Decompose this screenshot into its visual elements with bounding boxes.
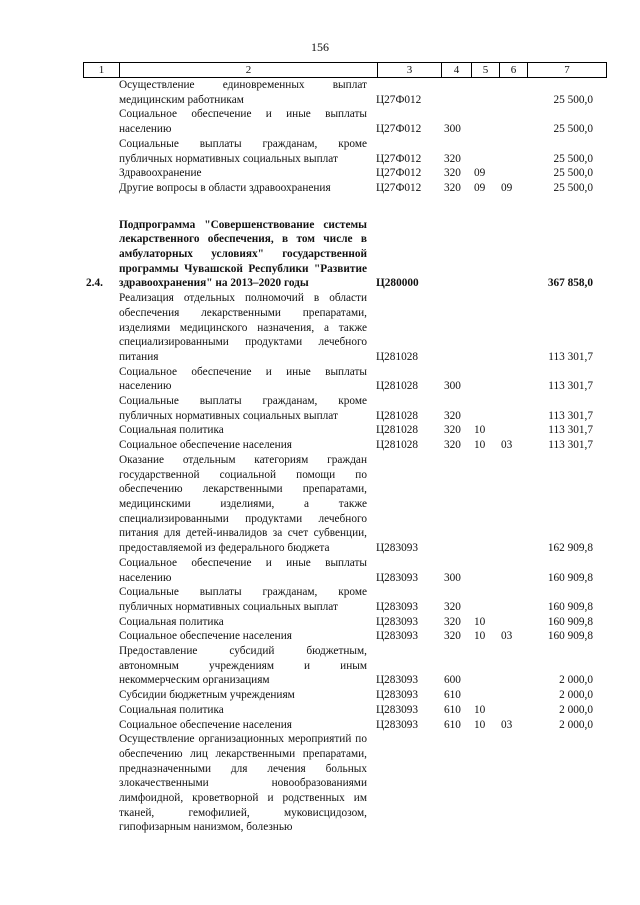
row-expense-type: 320 [444,409,461,422]
row-amount: 2 000,0 [559,689,593,702]
row-target-code: Ц283093 [376,674,419,687]
row-subsection: 03 [501,630,513,643]
table-row [0,78,640,107]
row-expense-type: 300 [444,571,461,584]
row-amount: 160 909,8 [547,600,593,613]
column-header-7: 7 [527,63,607,77]
row-target-code: Ц281028 [376,439,419,452]
table-row [0,166,640,181]
row-expense-type: 320 [444,181,461,194]
row-expense-type: 300 [444,380,461,393]
row-target-code: Ц27Ф012 [376,123,422,136]
table-row [0,615,640,630]
row-amount: 113 301,7 [548,409,593,422]
row-description: Социальные выплаты гражданам, кроме публичных нормативных социальных выплат [119,586,367,613]
row-target-code: Ц27Ф012 [376,152,422,165]
row-subsection: 03 [501,718,513,731]
column-header-6: 6 [499,63,527,77]
row-expense-type: 300 [444,123,461,136]
row-target-code: Ц283093 [376,600,419,613]
row-expense-type: 610 [444,689,461,702]
table-row [0,137,640,166]
row-description: Осуществление единовременных выплат медицинским работникам [119,79,367,106]
row-section: 10 [474,615,486,628]
table-row [0,644,640,688]
row-amount: 2 000,0 [559,703,593,716]
row-section: 09 [474,167,486,180]
row-amount: 113 301,7 [548,350,593,363]
row-target-code: Ц281028 [376,350,419,363]
table-row [0,218,640,292]
row-amount: 2 000,0 [559,674,593,687]
row-description: Социальное обеспечение и иные выплаты населению [119,365,367,393]
row-target-code: Ц283093 [376,718,419,731]
row-expense-type: 600 [444,674,461,687]
row-subsection: 09 [501,181,513,194]
row-target-code: Ц283093 [376,689,419,702]
row-amount: 367 858,0 [547,277,593,290]
row-section: 10 [474,424,486,437]
row-amount: 25 500,0 [553,123,593,136]
table-row [0,688,640,703]
row-description: Субсидии бюджетным учреждениям [119,689,295,702]
row-section: 10 [474,703,486,716]
row-amount: 113 301,7 [548,439,593,452]
table-body [0,78,640,835]
row-target-code: Ц281028 [376,380,419,393]
row-expense-type: 610 [444,718,461,731]
row-number: 2.4. [86,277,103,290]
column-header-5: 5 [471,63,499,77]
row-expense-type: 320 [444,615,461,628]
row-expense-type: 320 [444,439,461,452]
table-row [0,394,640,423]
row-description: Осуществление организационных мероприятий по обеспечению лиц лекарственными препаратами, предназначенными для лечения больных злокачественными новообразованиями лимфоидной, кроветворной и родственных им тканей, гемофилией, муковисцидозом, гипофизарным нанизмом, болезнью [119,733,367,834]
row-expense-type: 320 [444,152,461,165]
row-amount: 162 909,8 [547,542,593,555]
row-description: Предоставление субсидий бюджетным, автономным учреждениям и иным некоммерческим организациям [119,645,367,687]
row-target-code: Ц27Ф012 [376,167,422,180]
row-expense-type: 320 [444,167,461,180]
row-expense-type: 320 [444,424,461,437]
row-description: Реализация отдельных полномочий в области обеспечения лекарственными препаратами, изделиями медицинского назначения, а также специализированными продуктами лечебного питания [119,292,367,363]
row-target-code: Ц283093 [376,703,419,716]
row-amount: 160 909,8 [547,630,593,643]
row-description: Подпрограмма "Совершенствование системы лекарственного обеспечения, в том числе в амбулаторных условиях" государственной программы Чувашской Республики "Развитие здравоохранения" на 2013–2020 годы [119,218,367,290]
row-description: Оказание отдельным категориям граждан государственной социальной помощи по обеспечению лекарственными препаратами, медицинскими изделиями, а также специализированными продуктами лечебного питания для детей-инвалидов за счет субвенции, предоставляемой из федерального бюджета [119,453,367,555]
table-row [0,556,640,585]
row-expense-type: 610 [444,703,461,716]
row-description: Социальные выплаты гражданам, кроме публичных нормативных социальных выплат [119,395,367,422]
row-section: 10 [474,630,486,643]
row-description: Здравоохранение [119,167,202,180]
row-description: Социальное обеспечение и иные выплаты населению [119,556,367,584]
row-target-code: Ц283093 [376,615,419,628]
row-description: Социальное обеспечение и иные выплаты населению [119,108,367,136]
row-expense-type: 320 [444,630,461,643]
row-expense-type: 320 [444,600,461,613]
row-target-code: Ц283093 [376,542,419,555]
table-header [83,62,607,78]
table-row [0,703,640,718]
row-amount: 25 500,0 [553,152,593,165]
row-description: Социальные выплаты гражданам, кроме публичных нормативных социальных выплат [119,137,367,165]
table-row [0,732,640,835]
table-row [0,718,640,733]
table-row [0,438,640,453]
row-amount: 113 301,7 [548,424,593,437]
column-header-2: 2 [119,63,377,77]
table-row [0,365,640,394]
page-number: 156 [311,40,329,54]
row-description: Социальная политика [119,703,224,716]
row-description: Социальное обеспечение населения [119,630,292,643]
row-description: Социальная политика [119,424,224,437]
row-amount: 25 500,0 [553,181,593,194]
table-row [0,453,640,556]
table-row [0,585,640,614]
row-subsection: 03 [501,439,513,452]
row-amount: 25 500,0 [553,93,593,106]
row-amount: 160 909,8 [547,615,593,628]
row-amount: 25 500,0 [553,167,593,180]
column-header-1: 1 [83,63,119,77]
row-section: 10 [474,718,486,731]
table-row [0,181,640,196]
table-row [0,107,640,136]
table-row [0,423,640,438]
row-amount: 160 909,8 [547,571,593,584]
row-amount: 113 301,7 [548,380,593,393]
row-target-code: Ц283093 [376,630,419,643]
column-header-4: 4 [441,63,471,77]
row-description: Социальное обеспечение населения [119,439,292,452]
row-description: Социальная политика [119,615,224,628]
row-target-code: Ц283093 [376,571,419,584]
row-description: Другие вопросы в области здравоохранения [119,181,331,194]
column-header-3: 3 [377,63,441,77]
row-target-code: Ц281028 [376,409,419,422]
row-target-code: Ц280000 [376,277,419,290]
row-section: 09 [474,181,486,194]
row-target-code: Ц281028 [376,424,419,437]
row-target-code: Ц27Ф012 [376,181,422,194]
row-section: 10 [474,439,486,452]
row-amount: 2 000,0 [559,718,593,731]
row-description: Социальное обеспечение населения [119,718,292,731]
row-target-code: Ц27Ф012 [376,93,422,106]
table-row [0,291,640,365]
table-row [0,629,640,644]
